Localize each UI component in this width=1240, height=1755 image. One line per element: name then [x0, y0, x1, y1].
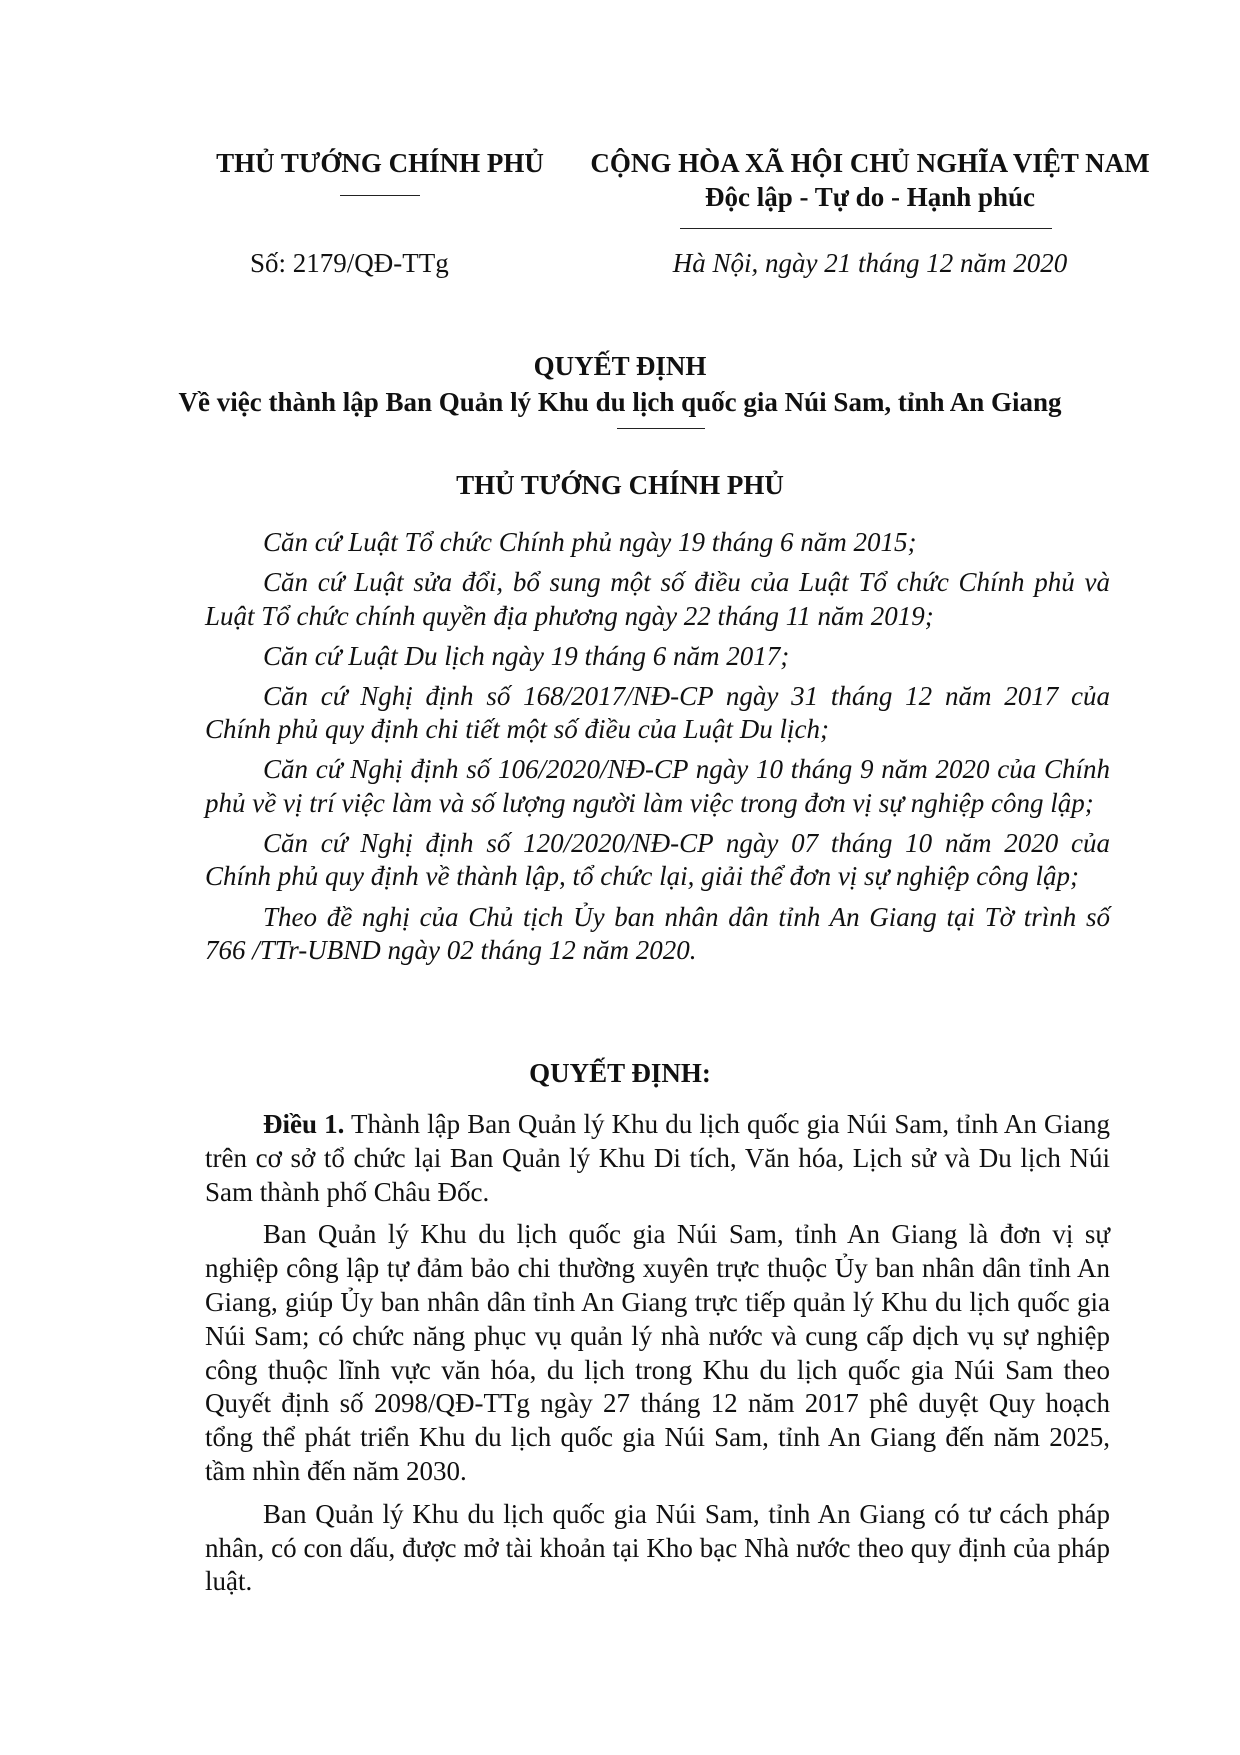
issuer-name: THỦ TƯỚNG CHÍNH PHỦ — [216, 148, 544, 178]
legal-basis: Căn cứ Nghị định số 168/2017/NĐ-CP ngày 31 tháng 12 năm 2017 của Chính phủ quy định chi tiết một số điều của Luật Du lịch; — [205, 680, 1110, 745]
document-subject: Về việc thành lập Ban Quản lý Khu du lịch quốc gia Núi Sam, tỉnh An Giang — [178, 387, 1062, 417]
document-type: QUYẾT ĐỊNH — [533, 351, 707, 381]
legal-basis: Căn cứ Nghị định số 120/2020/NĐ-CP ngày 07 tháng 10 năm 2020 của Chính phủ quy định về thành lập, tổ chức lại, giải thể đơn vị sự nghiệp công lập; — [205, 827, 1110, 892]
legal-basis: Theo đề nghị của Chủ tịch Ủy ban nhân dân tỉnh An Giang tại Tờ trình số 766 /TTr-UBND ngày 02 tháng 12 năm 2020. — [205, 901, 1110, 966]
legal-basis: Căn cứ Luật sửa đổi, bổ sung một số điều của Luật Tổ chức Chính phủ và Luật Tổ chức chính quyền địa phương ngày 22 tháng 11 năm 2019; — [205, 567, 1110, 631]
document-title — [120, 348, 1120, 420]
legal-basis: Căn cứ Luật Tổ chức Chính phủ ngày 19 tháng 6 năm 2015; — [263, 527, 917, 557]
issuing-authority: THỦ TƯỚNG CHÍNH PHỦ — [456, 470, 784, 500]
article-1-text: Thành lập Ban Quản lý Khu du lịch quốc gia Núi Sam, tỉnh An Giang trên cơ sở tổ chức lại Ban Quản lý Khu Di tích, Văn hóa, Lịch sử và Du lịch Núi Sam thành phố Châu Đốc. — [205, 1109, 1111, 1207]
article-1-paragraph-2: Ban Quản lý Khu du lịch quốc gia Núi Sam, tỉnh An Giang là đơn vị sự nghiệp công lập tự đảm bảo chi thường xuyên trực thuộc Ủy ban nhân dân tỉnh An Giang, giúp Ủy ban nhân dân tỉnh An Giang trực tiếp quản lý Khu du lịch quốc gia Núi Sam; có chức năng phục vụ quản lý nhà nước và cung cấp dịch vụ sự nghiệp công thuộc lĩnh vực văn hóa, du lịch trong Khu du lịch quốc gia Núi Sam theo Quyết định số 2098/QĐ-TTg ngày 27 tháng 12 năm 2017 phê duyệt Quy hoạch tổng thể phát triển Khu du lịch quốc gia Núi Sam, tỉnh An Giang đến năm 2025, tầm nhìn đến năm 2030. — [205, 1219, 1110, 1486]
document-number: Số: 2179/QĐ-TTg — [250, 248, 449, 278]
article-label: Điều 1. — [263, 1109, 345, 1139]
decision-heading: QUYẾT ĐỊNH: — [529, 1058, 711, 1088]
place-date: Hà Nội, ngày 21 tháng 12 năm 2020 — [672, 248, 1068, 278]
legal-bases — [205, 526, 1110, 974]
country-name: CỘNG HÒA XÃ HỘI CHỦ NGHĨA VIỆT NAM — [590, 148, 1150, 178]
national-header — [580, 146, 1160, 214]
motto-underline — [680, 228, 1052, 229]
article-1-paragraph-1 — [205, 1108, 1110, 1209]
legal-basis: Căn cứ Nghị định số 106/2020/NĐ-CP ngày 10 tháng 9 năm 2020 của Chính phủ về vị trí việc làm và số lượng người làm việc trong đơn vị sự nghiệp công lập; — [205, 754, 1110, 818]
title-underline — [617, 428, 705, 429]
issuer-underline — [340, 195, 420, 196]
legal-basis: Căn cứ Luật Du lịch ngày 19 tháng 6 năm 2017; — [263, 640, 790, 671]
national-motto: Độc lập - Tự do - Hạnh phúc — [704, 182, 1036, 212]
article-1-paragraph-3: Ban Quản lý Khu du lịch quốc gia Núi Sam, tỉnh An Giang có tư cách pháp nhân, có con dấu, được mở tài khoản tại Kho bạc Nhà nước theo quy định của pháp luật. — [205, 1498, 1110, 1597]
article-1 — [205, 1108, 1110, 1608]
